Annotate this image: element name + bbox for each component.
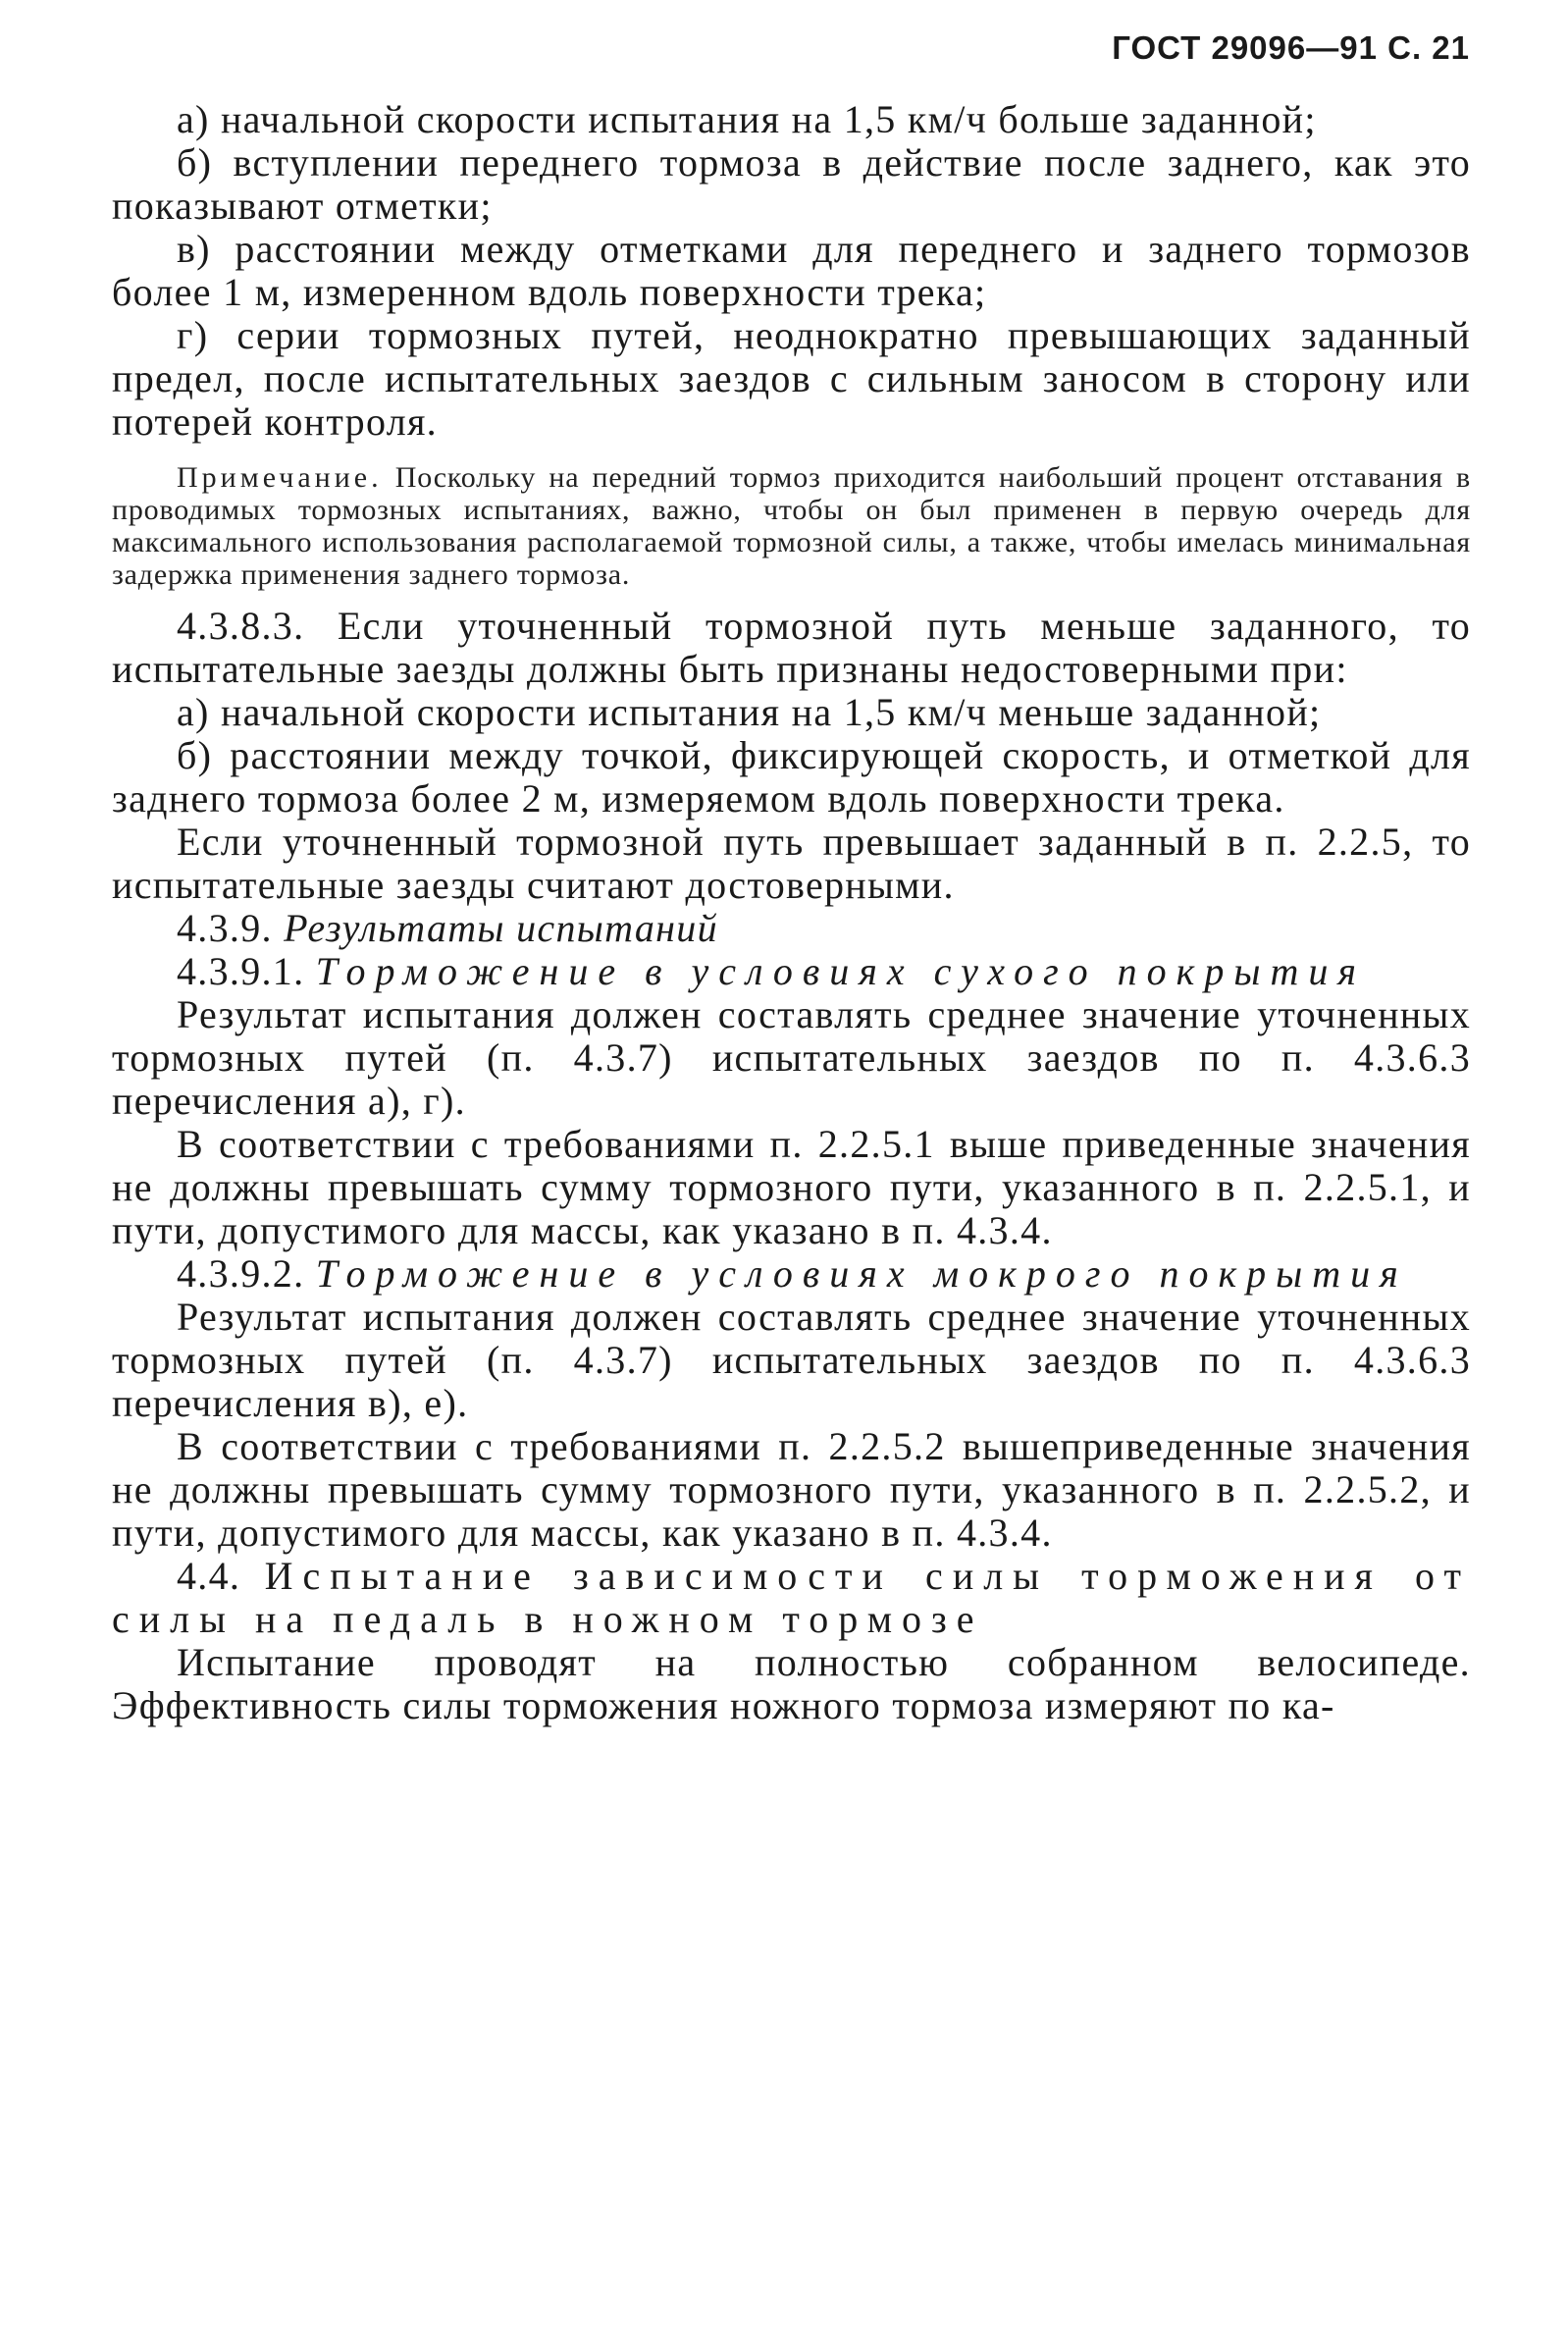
section-4-4 [112, 1555, 1471, 1641]
body-text [112, 98, 1471, 1727]
test-procedure: Испытание проводят на полностью собранном велосипеде. Эффективность силы торможения ножного тормоза измеряют по ка- [112, 1640, 1471, 1727]
requirement-dry: В соответствии с требованиями п. 2.2.5.1 выше приведенные значения не должны превышать сумму тормозного пути, указанного в п. 2.2.5.1, и пути, допустимого для массы, как указано в п. 4.3.4. [112, 1122, 1471, 1252]
result-wet: Результат испытания должен составлять среднее значение уточненных тормозных путей (п. 4.3.7) испытательных заездов по п. 4.3.6.3 перечисления в), е). [112, 1295, 1471, 1425]
paragraph-exceeds: Если уточненный тормозной путь превышает заданный в п. 2.2.5, то испытательные заезды считают достоверными. [112, 820, 1471, 907]
requirement-wet: В соответствии с требованиями п. 2.2.5.2 вышеприведенные значения не должны превышать сумму тормозного пути, указанного в п. 2.2.5.2, и пути, допустимого для массы, как указано в п. 4.3.4. [112, 1424, 1471, 1555]
section-4-3-9-1-number: 4.3.9.1. [177, 949, 305, 993]
page-header: ГОСТ 29096—91 С. 21 [1112, 29, 1470, 66]
section-4-3-9-2-number: 4.3.9.2. [177, 1251, 305, 1296]
item-b-front-brake: б) вступлении переднего тормоза в действие после заднего, как это показывают отметки; [112, 140, 1471, 228]
section-4-3-9-2-title: Торможение в условиях мокрого покрытия [315, 1251, 1408, 1296]
item-v-distance-marks: в) расстоянии между отметками для переднего и заднего тормозов более 1 м, измеренном вдоль поверхности трека; [112, 227, 1471, 314]
section-4-3-8-3: 4.3.8.3. Если уточненный тормозной путь меньше заданного, то испытательные заезды должны быть признаны недостоверными при: [112, 604, 1471, 691]
section-4-3-9-number: 4.3.9. [177, 906, 273, 950]
note [112, 461, 1471, 591]
item-b-distance-point: б) расстоянии между точкой, фиксирующей скорость, и отметкой для заднего тормоза более 2 м, измеряемом вдоль поверхности трека. [112, 733, 1471, 821]
item-g-series: г) серии тормозных путей, неоднократно превышающих заданный предел, после испытательных заездов с сильным заносом в сторону или потерей контроля. [112, 313, 1471, 444]
result-dry: Результат испытания должен составлять среднее значение уточненных тормозных путей (п. 4.3.7) испытательных заездов по п. 4.3.6.3 перечисления а), г). [112, 992, 1471, 1123]
note-text: Поскольку на передний тормоз приходится наибольший процент отставания в проводимых тормозных испытаниях, важно, чтобы он был применен в первую очередь для максимального использования располагаемой тормозной силы, а также, чтобы имелась минимальная задержка применения заднего тормоза. [112, 461, 1471, 591]
section-4-3-9-1 [112, 950, 1471, 993]
section-4-3-9 [112, 907, 1471, 950]
section-4-3-9-title: Результаты испытаний [284, 906, 718, 950]
section-4-3-9-2 [112, 1252, 1471, 1296]
item-a-speed-lower: а) начальной скорости испытания на 1,5 км/ч меньше заданной; [177, 690, 1322, 734]
section-4-4-title: Испытание зависимости силы торможения от силы на педаль в ножном тормозе [112, 1554, 1471, 1641]
section-4-4-number: 4.4. [177, 1554, 241, 1598]
note-label: Примечание. [177, 461, 383, 494]
section-4-3-9-1-title: Торможение в условиях сухого покрытия [315, 949, 1366, 993]
item-a-speed-higher: а) начальной скорости испытания на 1,5 км/ч больше заданной; [177, 97, 1317, 141]
